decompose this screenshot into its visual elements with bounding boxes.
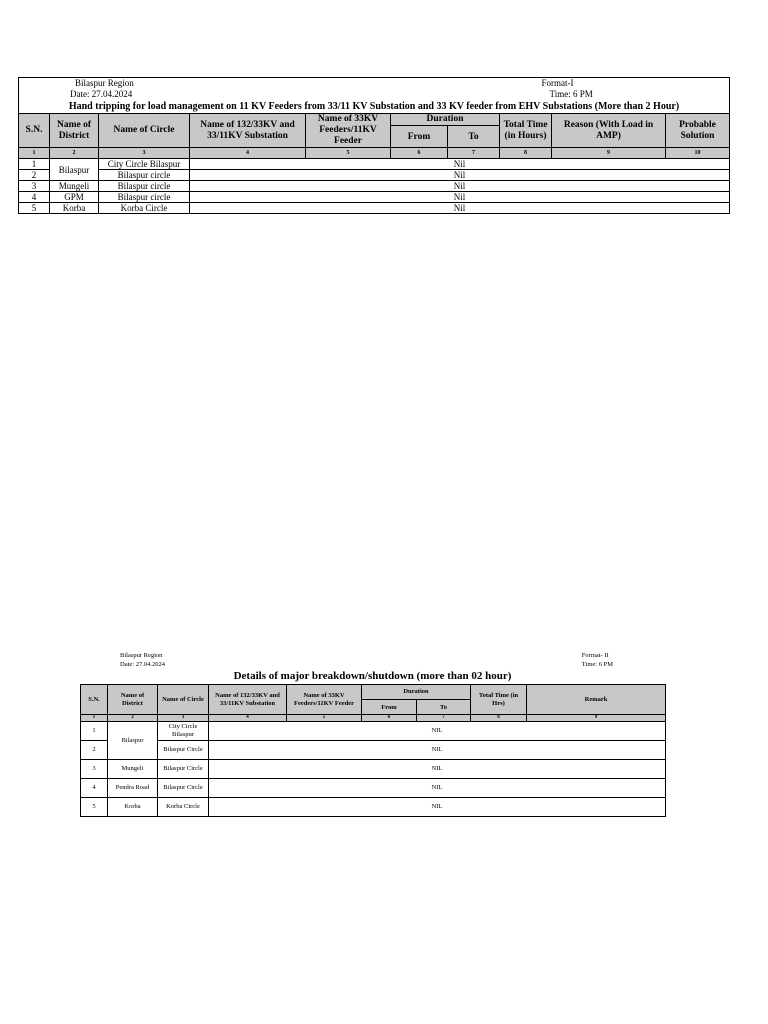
row-circle: Bilaspur circle	[99, 181, 190, 192]
table-row	[81, 760, 666, 779]
row-value: Nil	[190, 181, 730, 192]
format1-date: Date: 27.04.2024	[70, 89, 133, 99]
format2-table	[80, 684, 666, 817]
header-district: Name of District	[50, 114, 99, 148]
row-district: Bilaspur	[108, 722, 158, 760]
row-sn: 4	[81, 779, 108, 798]
row-district: Korba	[50, 203, 99, 214]
row-value: NIL	[209, 760, 666, 779]
row-sn: 1	[81, 722, 108, 741]
row-circle: City Circle Bilaspur	[158, 722, 209, 741]
header-sn: S.N.	[81, 685, 108, 715]
row-value: Nil	[190, 192, 730, 203]
header-duration: Duration	[362, 685, 471, 700]
row-sn: 3	[19, 181, 50, 192]
header-to: To	[417, 700, 471, 715]
row-circle: Bilaspur Circle	[158, 760, 209, 779]
row-sn: 5	[81, 798, 108, 817]
col-number: 6	[362, 715, 417, 722]
header-from: From	[362, 700, 417, 715]
format1-title: Hand tripping for load management on 11 KV Feeders from 33/11 KV Substation and 33 KV feeder from EHV Substations (More than 2 Hour)	[19, 100, 730, 114]
header-reason: Reason (With Load in AMP)	[552, 114, 666, 148]
row-circle: Bilaspur circle	[99, 170, 190, 181]
row-value: NIL	[209, 798, 666, 817]
header-remark: Remark	[527, 685, 666, 715]
row-value: Nil	[190, 159, 730, 170]
row-district: Bilaspur	[50, 159, 99, 181]
col-number: 5	[306, 148, 391, 159]
header-substation: Name of 132/33KV and 33/11KV Substation	[190, 114, 306, 148]
format1-table	[18, 77, 730, 214]
table-row	[19, 203, 730, 214]
format1-format-label: Format-I	[541, 78, 574, 88]
col-number: 5	[287, 715, 362, 722]
format2-time: Time: 6 PM	[581, 661, 613, 668]
row-circle: City Circle Bilaspur	[99, 159, 190, 170]
row-circle: Bilaspur circle	[99, 192, 190, 203]
header-circle: Name of Circle	[99, 114, 190, 148]
col-number: 4	[209, 715, 287, 722]
header-district: Name of District	[108, 685, 158, 715]
header-from: From	[391, 126, 448, 148]
header-substation: Name of 132/33KV and 33/11KV Substation	[209, 685, 287, 715]
format2-date: Date: 27.04.2024	[120, 661, 165, 668]
row-value: Nil	[190, 203, 730, 214]
format2-title: Details of major breakdown/shutdown (more than 02 hour)	[233, 670, 512, 682]
row-value: Nil	[190, 170, 730, 181]
header-feeder: Name of 33KV Feeders/11KV Feeder	[306, 114, 391, 148]
col-number: 9	[552, 148, 666, 159]
row-district: Mungeli	[108, 760, 158, 779]
row-sn: 2	[19, 170, 50, 181]
row-value: NIL	[209, 741, 666, 760]
col-number: 3	[158, 715, 209, 722]
row-district: Korba	[108, 798, 158, 817]
header-to: To	[448, 126, 500, 148]
header-solution: Probable Solution	[666, 114, 730, 148]
col-number: 9	[527, 715, 666, 722]
col-number: 1	[81, 715, 108, 722]
header-duration: Duration	[391, 114, 500, 126]
row-sn: 5	[19, 203, 50, 214]
table-row	[81, 798, 666, 817]
format1-region: Bilaspur Region	[75, 78, 134, 88]
table-row	[19, 192, 730, 203]
row-district: Mungeli	[50, 181, 99, 192]
col-number: 7	[448, 148, 500, 159]
header-total-time: Total Time (in Hrs)	[471, 685, 527, 715]
format2-region: Bilaspur Region	[120, 652, 163, 659]
header-sn: S.N.	[19, 114, 50, 148]
table-row	[81, 779, 666, 798]
col-number: 8	[500, 148, 552, 159]
table-row	[19, 159, 730, 170]
col-number: 3	[99, 148, 190, 159]
row-sn: 2	[81, 741, 108, 760]
table-row	[81, 722, 666, 741]
col-number: 4	[190, 148, 306, 159]
row-circle: Bilaspur Circle	[158, 779, 209, 798]
header-total-time: Total Time (in Hours)	[500, 114, 552, 148]
row-district: Pendra Road	[108, 779, 158, 798]
row-sn: 1	[19, 159, 50, 170]
format1-time: Time: 6 PM	[549, 89, 593, 99]
header-feeder: Name of 33KV Feeders/11KV Feeder	[287, 685, 362, 715]
row-circle: Korba Circle	[99, 203, 190, 214]
table-row	[19, 170, 730, 181]
row-district: GPM	[50, 192, 99, 203]
row-sn: 3	[81, 760, 108, 779]
row-circle: Korba Circle	[158, 798, 209, 817]
row-value: NIL	[209, 722, 666, 741]
table-row	[81, 741, 666, 760]
col-number: 7	[417, 715, 471, 722]
table-row	[19, 181, 730, 192]
col-number: 6	[391, 148, 448, 159]
format2-format-label: Format- II	[581, 652, 609, 659]
row-value: NIL	[209, 779, 666, 798]
col-number: 2	[108, 715, 158, 722]
col-number: 2	[50, 148, 99, 159]
col-number: 8	[471, 715, 527, 722]
col-number: 10	[666, 148, 730, 159]
row-circle: Bilaspur Circle	[158, 741, 209, 760]
header-circle: Name of Circle	[158, 685, 209, 715]
col-number: 1	[19, 148, 50, 159]
row-sn: 4	[19, 192, 50, 203]
